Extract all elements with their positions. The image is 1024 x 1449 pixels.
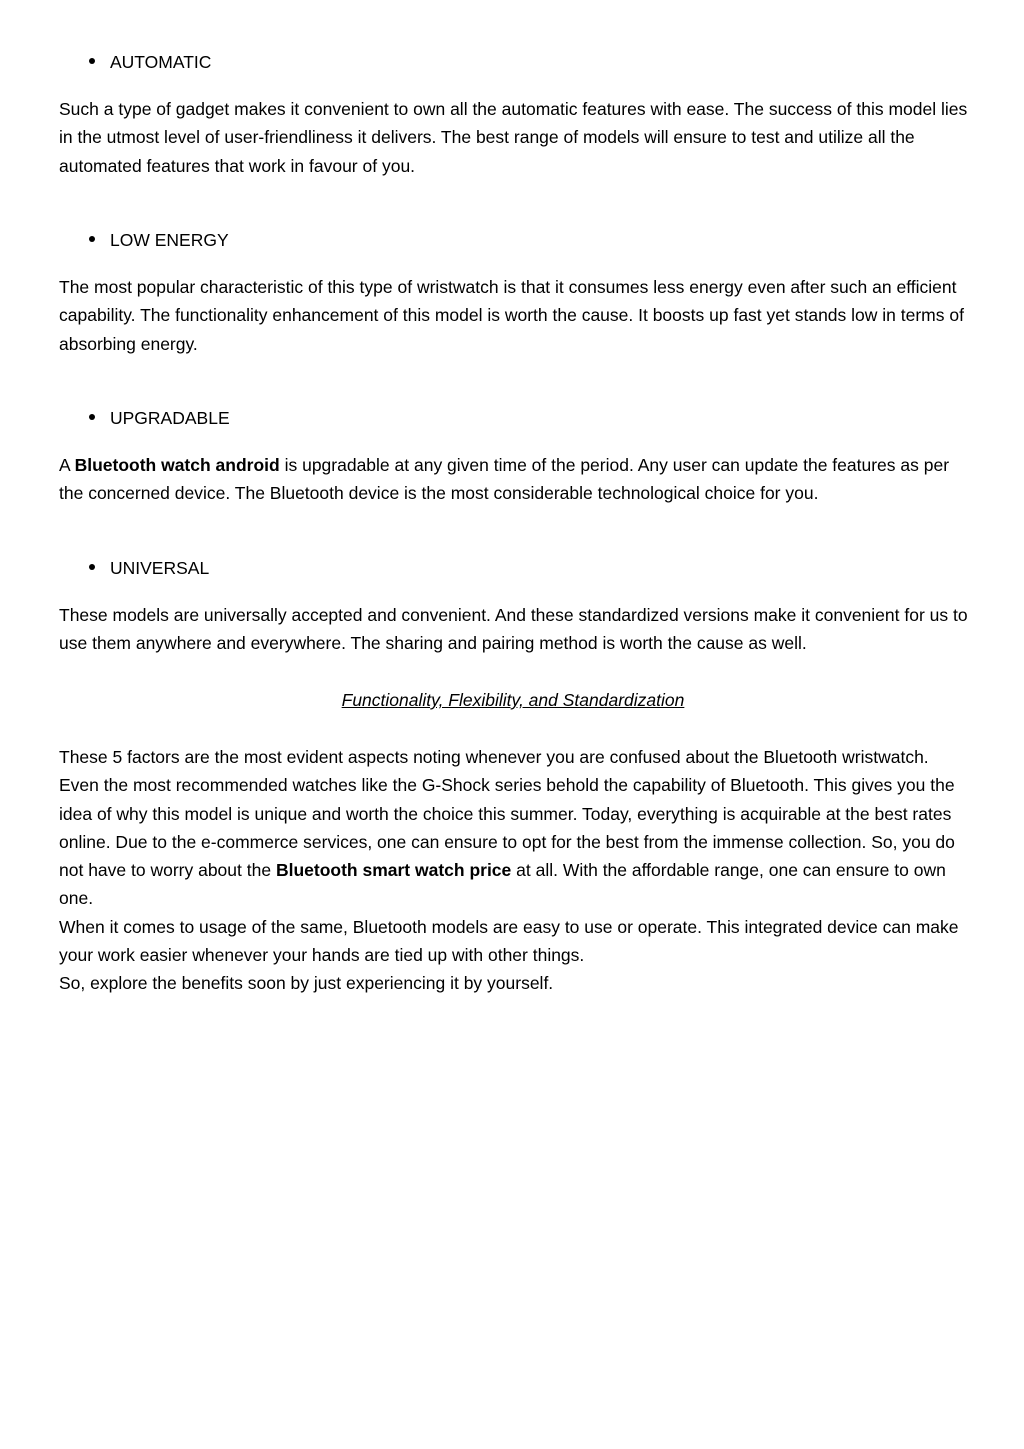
paragraph-text: is upgradable at any given time of the period. Any user can update the features as per the concerned device. The Bluetooth device is the most considerable technological choice for you. (59, 455, 950, 504)
paragraph-text: These 5 factors are the most evident aspects noting whenever you are confused about the Bluetooth wristwatch. Even the most recommended watches like the G-Shock series behold the capability of Bluetooth. This gives you the idea of why this model is unique and worth the choice this summer. Today, everything is acquirable at the best rates online. Due to the e-commerce services, one can ensure to opt for the best from the immense collection. So, you do not have to worry about the (59, 747, 955, 881)
bullet-low-energy (89, 230, 229, 250)
bullet-upgradable (89, 408, 230, 428)
paragraph-low-energy: The most popular characteristic of this type of wristwatch is that it consumes less energy even after such an efficient capability. The functionality enhancement of this model is worth the cause. It boosts up fast yet stands low in terms of absorbing energy. (59, 277, 964, 354)
section-heading: Functionality, Flexibility, and Standardization (341, 690, 685, 710)
paragraph-universal: These models are universally accepted and convenient. And these standardized versions make it convenient for us to use them anywhere and everywhere. The sharing and pairing method is worth the cause as well. (59, 605, 968, 654)
paragraph-text: So, explore the benefits soon by just experiencing it by yourself. (59, 973, 554, 994)
bullet-label: AUTOMATIC (110, 52, 212, 72)
paragraph-upgradable (59, 451, 971, 508)
bullet-dot-icon (89, 414, 95, 420)
bullet-label: LOW ENERGY (110, 230, 229, 250)
bullet-dot-icon (89, 58, 95, 64)
paragraph-text: When it comes to usage of the same, Bluetooth models are easy to use or operate. This integrated device can make your work easier whenever your hands are tied up with other things. (59, 916, 959, 966)
bullet-label: UNIVERSAL (110, 558, 210, 578)
bullet-dot-icon (89, 236, 95, 242)
bullet-universal (89, 558, 209, 578)
keyword-bluetooth-smart-watch-price: Bluetooth smart watch price (275, 860, 512, 881)
bullet-dot-icon (89, 564, 95, 570)
keyword-bluetooth-watch-android: Bluetooth watch android (74, 455, 280, 475)
paragraph-conclusion (59, 743, 971, 998)
paragraph-automatic: Such a type of gadget makes it convenient to own all the automatic features with ease. The success of this model lies in the utmost level of user-friendliness it delivers. The best range of models will ensure to test and utilize all the automated features that work in favour of you. (59, 99, 968, 176)
paragraph-text: A (59, 455, 75, 475)
bullet-label: UPGRADABLE (110, 408, 230, 428)
bullet-automatic (89, 52, 211, 72)
paragraph-text: at all. With the affordable range, one can ensure to own one. (59, 860, 946, 909)
